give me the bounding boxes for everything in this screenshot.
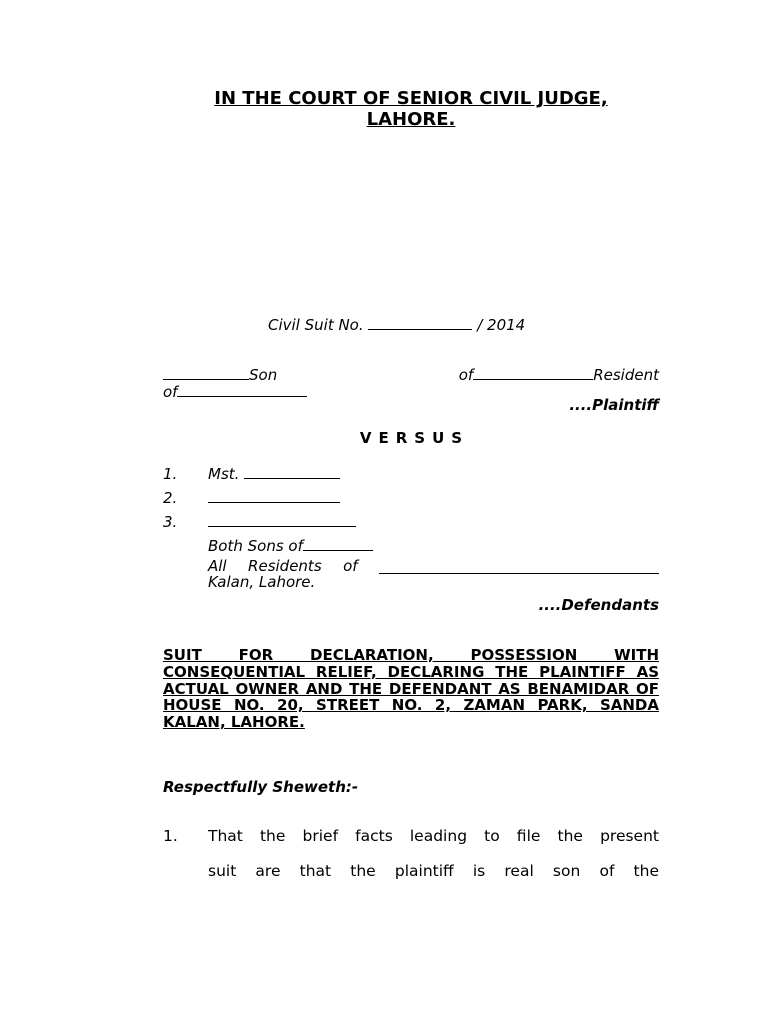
- court-heading: [163, 88, 659, 130]
- paragraph-1-text-line2: suit are that the plaintiff is real son of the: [208, 862, 659, 880]
- paragraph-1-text-line1: That the brief facts leading to file the present: [208, 827, 659, 845]
- defendant-3-blank: [208, 511, 356, 527]
- son-word: Son: [249, 366, 278, 384]
- respectfully-sheweth: Respectfully Sheweth:-: [163, 778, 359, 796]
- all-word: All: [208, 557, 227, 575]
- plaintiff-name-blank: [163, 364, 249, 380]
- of3-word: of: [343, 557, 358, 575]
- versus-heading: VERSUS: [359, 429, 470, 447]
- residence-blank: [379, 558, 659, 574]
- suit-number-blank: [368, 314, 472, 330]
- court-heading-line1: IN THE COURT OF SENIOR CIVIL JUDGE,: [214, 88, 608, 109]
- defendants-role: ....Defendants: [538, 596, 659, 614]
- of-word: of: [458, 366, 474, 384]
- plaintiff-address-blank: [177, 381, 307, 397]
- resident-word: Resident: [593, 366, 659, 384]
- suit-title: SUIT FOR DECLARATION, POSSESSION WITH CONSEQUENTIAL RELIEF, DECLARING THE PLAINTIFF AS ACTUAL OWNER AND THE DEFENDANT AS BENAMIDAR OF HOUSE NO. 20, STREET NO. 2, ZAMAN PARK, SANDA KALAN, LAHORE.: [163, 646, 659, 732]
- of2-word: of: [163, 383, 178, 401]
- defendant-2-blank: [208, 487, 340, 503]
- residents-word: Residents: [248, 557, 322, 575]
- father-blank: [303, 535, 373, 551]
- defendant-number: 2.: [163, 489, 178, 507]
- defendant-prefix: Mst.: [208, 465, 240, 483]
- defendant-number: 1.: [163, 465, 178, 483]
- kalan-lahore: Kalan, Lahore.: [208, 573, 316, 591]
- paragraph-number: 1.: [163, 827, 178, 845]
- defendant-1-blank: [244, 463, 340, 479]
- civil-suit-label: Civil Suit No.: [268, 316, 364, 334]
- defendant-item-2: [163, 487, 340, 507]
- both-sons-label: Both Sons of: [208, 537, 303, 555]
- defendant-item-1: [163, 463, 340, 483]
- court-heading-line2: LAHORE.: [366, 109, 456, 130]
- defendant-number: 3.: [163, 513, 178, 531]
- paragraph-1-line1: [163, 828, 208, 845]
- defendant-item-3: [163, 511, 356, 531]
- father-name-blank: [473, 364, 593, 380]
- civil-suit-number: [268, 314, 525, 334]
- plaintiff-role: ....Plaintiff: [569, 396, 659, 414]
- both-sons-line: [208, 535, 373, 555]
- plaintiff-father-group: [459, 364, 659, 384]
- suit-year: / 2014: [477, 316, 526, 334]
